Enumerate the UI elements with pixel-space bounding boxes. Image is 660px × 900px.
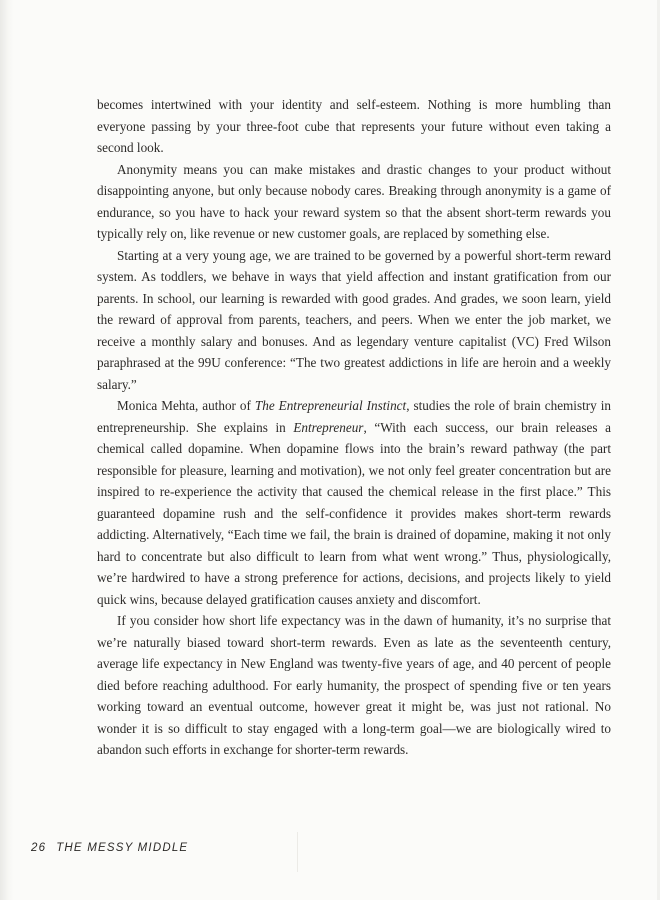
mehta-text-2: , studies the role of brain chemistry in entrepreneurship. She explains in: [97, 398, 611, 435]
book-title-entrepreneurial-instinct: The Entrepreneurial Instinct: [254, 398, 407, 413]
paragraph-reward-system: Starting at a very young age, we are trained to be governed by a powerful short-term reward system. As toddlers, we behave in ways that yield affection and instant gratification from our parents. In school, our learning is rewarded with good grades. And grades, we soon learn, yield the reward of approval from parents, teachers, and peers. When we enter the job market, we receive a monthly salary and bonuses. And as legendary venture capitalist (VC) Fred Wilson paraphrased at the 99U conference: “The two greatest addictions in life are heroin and a weekly salary.”: [97, 247, 611, 392]
mehta-text-1: Monica Mehta, author of: [117, 398, 255, 413]
publication-title-entrepreneur: Entrepreneur: [293, 419, 364, 435]
paragraph-continuation: becomes intertwined with your identity and self-esteem. Nothing is more humbling than everyone passing by your three-foot cube that represents your future without even taking a second look.: [97, 97, 611, 155]
page-binding-edge: [0, 0, 14, 900]
paragraph-monica-mehta: [97, 395, 611, 610]
body-text: [97, 94, 611, 761]
paragraph-life-expectancy: If you consider how short life expectancy was in the dawn of humanity, it’s no surprise that we’re naturally biased toward short-term rewards. Even as late as the seventeenth century, average life expectancy in New England was twenty-five years of age, and 40 percent of people died before reaching adulthood. For early humanity, the prospect of spending five or ten years working toward an eventual outcome, however great it might be, was just not rational. No wonder it is so difficult to stay engaged with a long-term goal—we are biologically wired to abandon such efforts in exchange for shorter-term rewards.: [97, 613, 611, 757]
mehta-text-3: , “With each success, our brain releases a chemical called dopamine. When dopamine flows into the brain’s reward pathway (the part responsible for pleasure, learning and motivation), we not only feel greater concentration but are inspired to re-experience the activity that caused the chemical release in the first place.” This guaranteed dopamine rush and the self-confidence it provides makes short-term rewards addicting. Alternatively, “Each time we fail, the brain is drained of dopamine, making it not only hard to concentrate but also difficult to learn from what went wrong.” Thus, physiologically, we’re hardwired to have a strong preference for actions, decisions, and projects likely to yield quick wins, because delayed gratification causes anxiety and discomfort.: [97, 419, 611, 607]
page-number: 26: [31, 842, 47, 854]
page-footer: [31, 842, 188, 854]
paragraph-anonymity: Anonymity means you can make mistakes and drastic changes to your product without disappointing anyone, but only because nobody cares. Breaking through anonymity is a game of endurance, so you have to hack your reward system so that the absent short-term rewards you typically rely on, like revenue or new customer goals, are replaced by something else.: [97, 161, 611, 241]
scan-mark: [297, 832, 298, 872]
running-title: THE MESSY MIDDLE: [56, 842, 189, 854]
